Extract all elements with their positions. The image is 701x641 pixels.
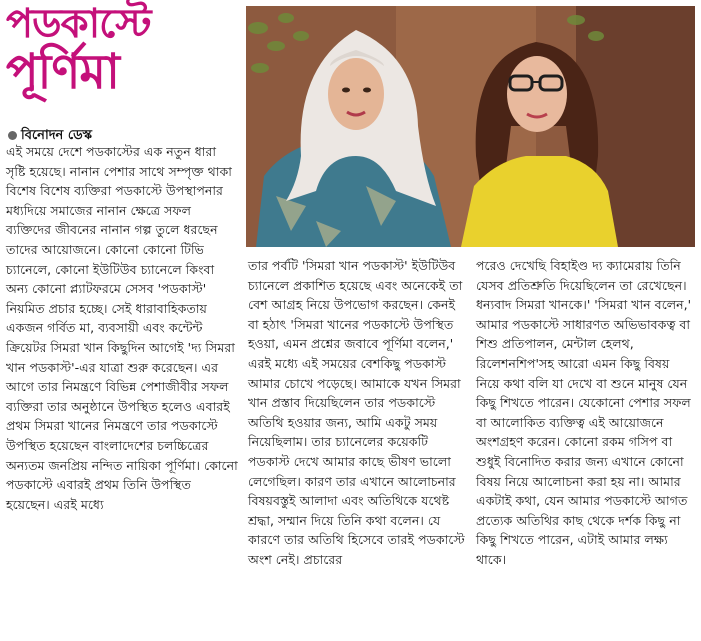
article-column-1 bbox=[6, 142, 238, 514]
right-face bbox=[507, 56, 567, 132]
column-1-text: এই সময়ে দেশে পডকাস্টের এক নতুন ধারা সৃষ্টি হয়েছে। নানান পেশার সাথে সম্পৃক্ত থাকা বিশেষ বিশেষ ব্যক্তিরা পডকাস্টে উপস্থাপনার মধ্যদিয়ে সমাজের নানান ক্ষেত্রে সফল ব্যক্তিদের জীবনের নানান গল্প তুলে ধরছেন তাদের আয়োজনে। কোনো কোনো টিভি চ্যানেলে, কোনো ইউটিউব চ্যানেলে কিংবা অন্য কোনো প্ল্যাটফরমে সেসব 'পডকাস্ট' নিয়মিত প্রচার হচ্ছে। সেই ধারাবাহিকতায় একজন গর্বিত মা, ব্যবসায়ী এবং কন্টেন্ট ক্রিয়েটর সিমরা খান কিছুদিন আগেই 'দ্য সিমরা খান পডকাস্ট'-এর যাত্রা শুরু করেছেন। এর আগে তার নিমন্ত্রণে বিভিন্ন পেশাজীবীর সফল ব্যক্তিরা তার অনুষ্ঠানে উপস্থিত হলেও এবারই প্রথম সিমরা খানের নিমন্ত্রণে তার পডকাস্টে উপস্থিত হয়েছেন বাংলাদেশের চলচ্চিত্রের অন্যতম জনপ্রিয় নন্দিত নায়িকা পূর্ণিমা। কোনো পডকাস্টে এবারই প্রথম তিনি উপস্থিত হয়েছেন। এরই মধ্যে bbox=[6, 144, 238, 512]
headline-line-2: পূর্ণিমা bbox=[6, 44, 119, 100]
headline bbox=[6, 1, 238, 100]
headline-line-1: পডকাস্টে bbox=[6, 1, 151, 47]
column-2-text: তার পর্বটি 'সিমরা খান পডকাস্ট' ইউটিউব চ্যানেলে প্রকাশিত হয়েছে এবং অনেকেই তা বেশ আগ্রহ নিয়ে উপভোগ করছেন। কেনই বা হঠাৎ 'সিমরা খানের পডকাস্টে উপস্থিত হওয়া, এমন প্রশ্নের জবাবে পূর্ণিমা বলেন,' এরই মধ্যে এই সময়ের বেশকিছু পডকাস্ট আমার চোখে পড়েছে। আমাকে যখন সিমরা খান প্রস্তাব দিয়েছিলেন তার পডকাস্টে অতিথি হওয়ার জন্য, আমি একটু সময় নিয়েছিলাম। তার চ্যানেলের কয়েকটি পডকাস্ট দেখে আমার কাছে ভীষণ ভালো লেগেছিল। কারণ তার এখানে আলোচনার বিষয়বস্তুই আলাদা এবং অতিথিকে যথেষ্ট শ্রদ্ধা, সম্মান দিয়ে তিনি কথা বলেন। যে কারণে তার অতিথি হিসেবে তারই পডকাস্টে অংশ নেই। প্রচারের bbox=[248, 258, 465, 567]
bullet-icon bbox=[8, 131, 17, 140]
byline-text: বিনোদন ডেস্ক bbox=[21, 128, 93, 143]
photo bbox=[246, 6, 695, 247]
column-3-text: পরেও দেখেছি বিহাইণ্ড দ্য ক্যামেরায় তিনি যেসব প্রতিশ্রুতি দিয়েছিলেন তা রেখেছেন। ধন্যবাদ সিমরা খানকে।' 'সিমরা খান বলেন,' আমার পডকাস্টে সাধারণত অভিভাবকত্ব বা শিশু প্রতিপালন, মেন্টাল হেলথ, রিলেশনশিপ'সহ আরো এমন কিছু বিষয় নিয়ে কথা বলি যা দেখে বা শুনে মানুষ যেন কিছু শিখতে পারেন। যেকোনো পেশার সফল বা আলোকিত ব্যক্তিত্ব এই আয়োজনে অংশগ্রহণ করেন। কোনো রকম গসিপ বা শুধুই বিনোদিত করার জন্য এখানে কোনো বিষয় নিয়ে আলোচনা করা হয় না। আমার একটাই কথা, যেন আমার পডকাস্টে আগত প্রত্যেক অতিথির কাছ থেকে দর্শক কিছু না কিছু শিখতে পারেন, এটাই আমার লক্ষ্য থাকে। bbox=[476, 258, 692, 567]
article-column-3 bbox=[476, 256, 696, 570]
left-face bbox=[328, 58, 384, 130]
photo-two-women-icon bbox=[246, 6, 695, 247]
article-column-2 bbox=[248, 256, 466, 570]
